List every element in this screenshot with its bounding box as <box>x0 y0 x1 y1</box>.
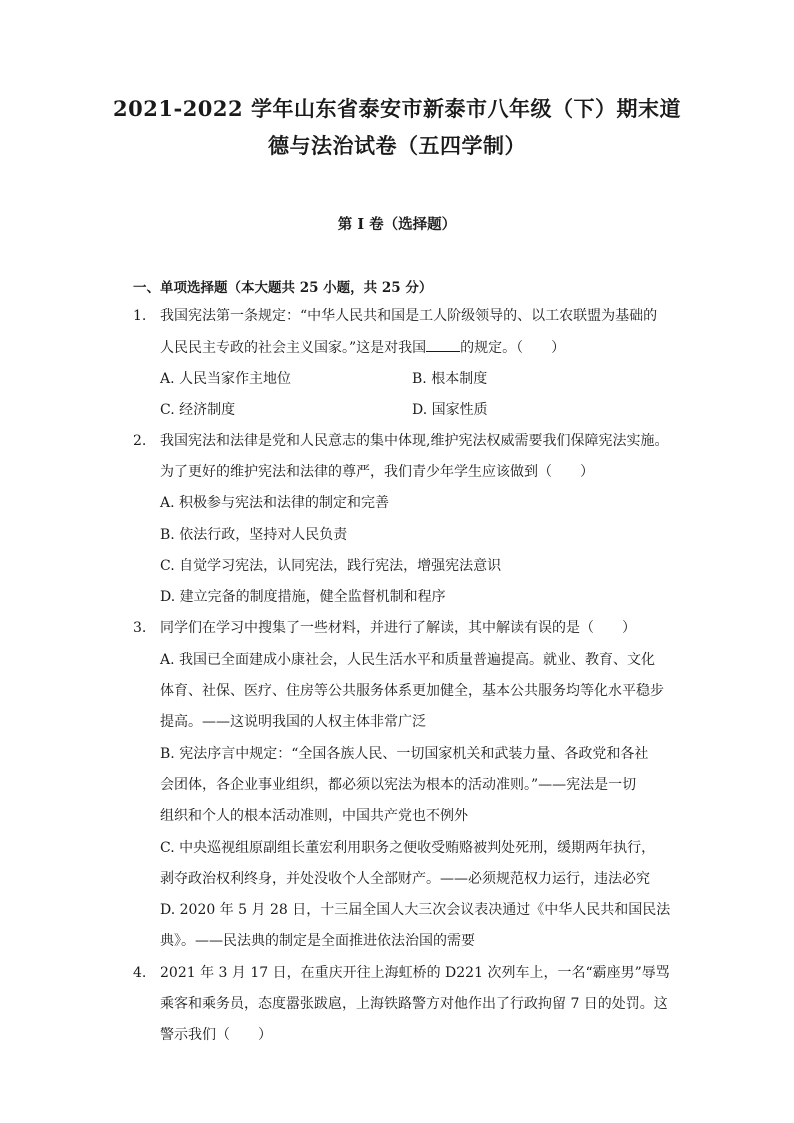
question-1-option-c: C. 经济制度 <box>160 402 236 418</box>
question-3-option-a-line-1: A. 我国已全面建成小康社会，人民生活水平和质量普遍提高。就业、教育、文化 <box>160 652 656 668</box>
question-2-option-b: B. 依法行政，坚持对人民负责 <box>160 527 348 543</box>
question-1-option-a: A. 人民当家作主地位 <box>160 371 292 387</box>
question-1-stem-line-2 <box>160 337 565 358</box>
question-1-stem-line-1: 我国宪法第一条规定：“中华人民共和国是工人阶级领导的、以工农联盟为基础的 <box>160 308 658 324</box>
question-3-option-a-line-2: 体育、社保、医疗、住房等公共服务体系更加健全，基本公共服务均等化水平稳步 <box>160 683 664 699</box>
exam-title-line-2: 德与法治试卷（五四学制） <box>268 133 526 158</box>
question-2-option-a: A. 积极参与宪法和法律的制定和完善 <box>160 495 390 511</box>
question-2-stem-line-2: 为了更好的维护宪法和法律的尊严，我们青少年学生应该做到（ ） <box>160 464 594 480</box>
question-1-stem-text-b: 的规定。（ ） <box>460 340 566 356</box>
question-1-option-b: B. 根本制度 <box>412 371 488 387</box>
question-3-stem: 同学们在学习中搜集了一些材料，并进行了解读，其中解读有误的是（ ） <box>160 620 636 636</box>
question-3-option-d-line-2: 典》。——民法典的制定是全面推进依法治国的需要 <box>160 933 475 949</box>
question-2-option-c: C. 自觉学习宪法，认同宪法，践行宪法，增强宪法意识 <box>160 558 502 574</box>
question-2-stem-line-1: 我国宪法和法律是党和人民意志的集中体现,维护宪法权威需要我们保障宪法实施。 <box>160 433 669 449</box>
question-4-stem-line-3: 警示我们（ ） <box>160 1027 272 1043</box>
part-heading: 一、单项选择题（本大题共 25 小题，共 25 分） <box>133 280 433 296</box>
question-3-option-c-line-1: C. 中央巡视组原副组长董宏利用职务之便收受贿赂被判处死刑，缓期两年执行， <box>160 840 656 856</box>
exam-title-line-1: 2021-2022 学年山东省泰安市新泰市八年级（下）期末道 <box>113 96 681 121</box>
question-3-number: 3. <box>133 620 147 636</box>
question-3-option-b-line-1: B. 宪法序言中规定：“全国各族人民、一切国家机关和武装力量、各政党和各社 <box>160 746 649 762</box>
question-1-stem-text-a: 人民民主专政的社会主义国家。”这是对我国 <box>160 340 427 356</box>
question-3-option-c-line-2: 剥夺政治权利终身，并处没收个人全部财产。——必须规范权力运行，违法必究 <box>160 871 650 887</box>
answer-blank <box>426 337 460 352</box>
question-3-option-b-line-3: 组织和个人的根本活动准则，中国共产党也不例外 <box>160 808 468 824</box>
question-2-number: 2. <box>133 433 147 449</box>
question-1-option-d: D. 国家性质 <box>412 402 488 418</box>
question-2-option-d: D. 建立完备的制度措施，健全监督机制和程序 <box>160 589 446 605</box>
question-3-option-d-line-1: D. 2020 年 5 月 28 日，十三届全国人大三次会议表决通过《中华人民共和国民法 <box>160 902 671 918</box>
question-4-number: 4. <box>133 965 147 981</box>
question-4-stem-line-2: 乘客和乘务员，态度嚣张跋扈，上海铁路警方对他作出了行政拘留 7 日的处罚。这 <box>160 996 668 1012</box>
question-3-option-b-line-2: 会团体，各企业事业组织，都必须以宪法为根本的活动准则。”——宪法是一切 <box>160 777 637 793</box>
question-4-stem-line-1: 2021 年 3 月 17 日，在重庆开往上海虹桥的 D221 次列车上，一名“霸座男”辱骂 <box>160 965 670 981</box>
question-1-number: 1. <box>133 308 147 324</box>
section-heading: 第 I 卷（选择题） <box>337 216 457 233</box>
question-3-option-a-line-3: 提高。——这说明我国的人权主体非常广泛 <box>160 714 426 730</box>
